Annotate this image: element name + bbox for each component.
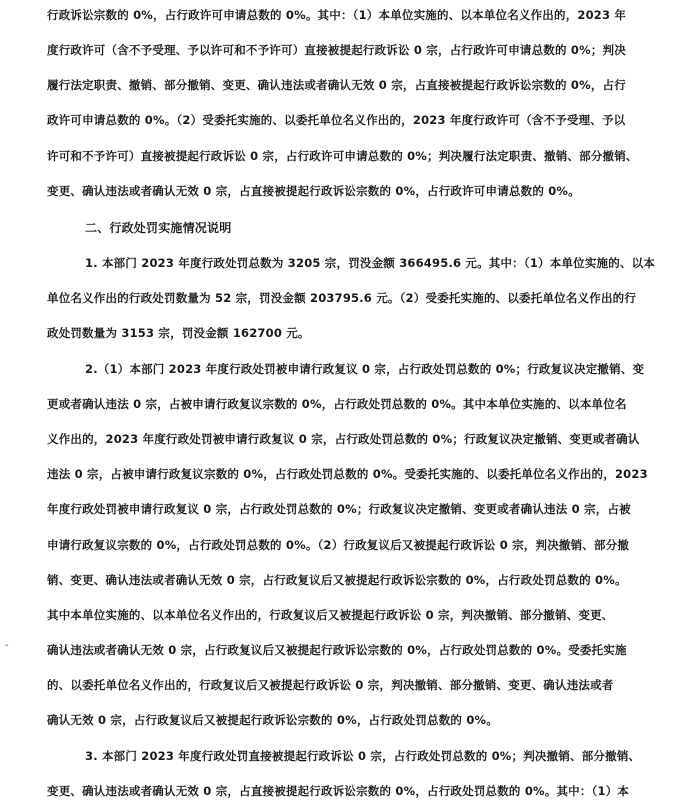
- text-line: 变更、确认违法或者确认无效 0 宗，占直接被提起行政诉讼宗数的 0%，占行政许可申请总数的 0%。: [47, 184, 580, 198]
- text-line: 其中本单位实施的、以本单位名义作出的，行政复议后又被提起行政诉讼 0 宗，判决撤销、部分撤销、变更、: [47, 608, 614, 622]
- text-line: 3. 本部门 2023 年度行政处罚直接被提起行政诉讼 0 宗，占行政处罚总数的 0%；判决撤销、部分撤销、: [85, 749, 641, 763]
- text-line: 政处罚数量为 3153 宗，罚没金额 162700 元。: [47, 326, 310, 340]
- text-line: 确认无效 0 宗，占行政复议后又被提起行政诉讼宗数的 0%，占行政处罚总数的 0%。: [47, 713, 498, 727]
- text-line: 政许可申请总数的 0%。（2）受委托实施的、以委托单位名义作出的，2023 年度行政许可（含不予受理、予以: [47, 113, 626, 127]
- text-line: 年度行政处罚被申请行政复议 0 宗，占行政处罚总数的 0%；行政复议决定撤销、变更或者确认违法 0 宗，占被: [47, 502, 631, 516]
- text-line: 销、变更、确认违法或者确认无效 0 宗，占行政复议后又被提起行政诉讼宗数的 0%，占行政处罚总数的 0%。: [47, 573, 627, 587]
- section-heading: 二、行政处罚实施情况说明: [85, 221, 232, 235]
- text-line: 度行政许可（含不予受理、予以许可和不予许可）直接被提起行政诉讼 0 宗，占行政许可申请总数的 0%；判决: [47, 43, 626, 57]
- text-line: 单位名义作出的行政处罚数量为 52 宗，罚没金额 203795.6 元。（2）受委托实施的、以委托单位名义作出的行: [47, 291, 637, 305]
- text-line: 更或者确认违法 0 宗，占被申请行政复议宗数的 0%，占行政处罚总数的 0%。其中本单位实施的、以本单位名: [47, 397, 627, 411]
- text-line: 许可和不予许可）直接被提起行政诉讼 0 宗，占行政许可申请总数的 0%；判决履行法定职责、撤销、部分撤销、: [47, 149, 638, 163]
- text-line: 履行法定职责、撤销、部分撤销、变更、确认违法或者确认无效 0 宗，占直接被提起行政诉讼宗数的 0%，占行: [47, 78, 626, 92]
- text-line: 申请行政复议宗数的 0%，占行政处罚总数的 0%。（2）行政复议后又被提起行政诉讼 0 宗，判决撤销、部分撤: [47, 538, 630, 552]
- text-line: 2.（1）本部门 2023 年度行政处罚被申请行政复议 0 宗，占行政处罚总数的 0%；行政复议决定撤销、变: [85, 362, 645, 376]
- text-line: 行政诉讼宗数的 0%，占行政许可申请总数的 0%。其中：（1）本单位实施的、以本单位名义作出的，2023 年: [47, 8, 627, 22]
- text-line: 义作出的，2023 年度行政处罚被申请行政复议 0 宗，占行政处罚总数的 0%；行政复议决定撤销、变更或者确认: [47, 432, 640, 446]
- text-line: 违法 0 宗，占被申请行政复议宗数的 0%，占行政处罚总数的 0%。受委托实施的、以委托单位名义作出的，2023: [47, 467, 648, 481]
- text-line: 的、以委托单位名义作出的，行政复议后又被提起行政诉讼 0 宗，判决撤销、部分撤销、变更、确认违法或者: [47, 678, 614, 692]
- text-line: 变更、确认违法或者确认无效 0 宗，占直接被提起行政诉讼宗数的 0%，占行政处罚总数的 0%。其中：（1）本: [47, 784, 630, 798]
- text-line: 1. 本部门 2023 年度行政处罚总数为 3205 宗，罚没金额 366495.6 元。其中：（1）本单位实施的、以本: [85, 256, 656, 270]
- text-line: 确认违法或者确认无效 0 宗，占行政复议后又被提起行政诉讼宗数的 0%，占行政处罚总数的 0%。受委托实施: [47, 643, 627, 657]
- scan-mark: -: [5, 640, 9, 651]
